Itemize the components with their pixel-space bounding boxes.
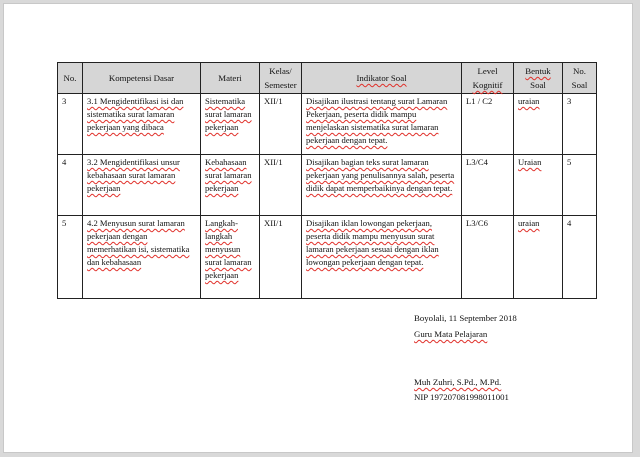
cell-bentuk: uraian [514, 216, 563, 299]
header-indikator-soal: Indikator Soal [302, 63, 462, 94]
cell-no: 5 [58, 216, 83, 299]
signature-place-date: Boyolali, 11 September 2018 [414, 313, 517, 323]
cell-level: L3/C6 [462, 216, 514, 299]
document-page [3, 3, 633, 453]
table-row [58, 155, 597, 216]
cell-bentuk: Uraian [514, 155, 563, 216]
header-bentuk-soal: Bentuk Soal [514, 63, 563, 94]
cell-bentuk: uraian [514, 94, 563, 155]
cell-kelas: XII/1 [260, 94, 302, 155]
header-kelas-semester: Kelas/ Semester [260, 63, 302, 94]
table-header-row [58, 63, 597, 94]
signature-nip: NIP 197207081998011001 [414, 392, 509, 402]
cell-no: 4 [58, 155, 83, 216]
cell-level: L3/C4 [462, 155, 514, 216]
kisi-kisi-table [57, 62, 597, 299]
cell-materi: Kebahasaan surat lamaran pekerjaan [201, 155, 260, 216]
cell-materi: Sistematika surat lamaran pekerjaan [201, 94, 260, 155]
cell-kelas: XII/1 [260, 155, 302, 216]
header-no-soal: No. Soal [563, 63, 597, 94]
table-row [58, 216, 597, 299]
cell-kelas: XII/1 [260, 216, 302, 299]
cell-no: 3 [58, 94, 83, 155]
cell-level: L1 / C2 [462, 94, 514, 155]
cell-nosoal: 5 [563, 155, 597, 216]
cell-nosoal: 4 [563, 216, 597, 299]
header-no: No. [58, 63, 83, 94]
cell-indikator: Disajikan iklan lowongan pekerjaan, peserta didik mampu menyusun surat lamaran pekerjaan sesuai dengan iklan lowongan pekerjaan dengan tepat. [302, 216, 462, 299]
cell-indikator: Disajikan bagian teks surat lamaran pekerjaan yang penulisannya salah, peserta didik dapat memperbaikinya dengan tepat. [302, 155, 462, 216]
cell-kompetensi-dasar: 4.2 Menyusun surat lamaran pekerjaan dengan memerhatikan isi, sistematika dan kebahasaan [83, 216, 201, 299]
signature-name: Muh Zuhri, S.Pd., M.Pd. [414, 377, 502, 387]
header-level-kognitif: Level Kognitif [462, 63, 514, 94]
cell-nosoal: 3 [563, 94, 597, 155]
cell-kompetensi-dasar: 3.1 Mengidentifikasi isi dan sistematika surat lamaran pekerjaan yang dibaca [83, 94, 201, 155]
cell-materi: Langkah-langkah menyusun surat lamaran pekerjaan [201, 216, 260, 299]
cell-kompetensi-dasar: 3.2 Mengidentifikasi unsur kebahasaan surat lamaran pekerjaan [83, 155, 201, 216]
cell-indikator: Disajikan ilustrasi tentang surat Lamaran Pekerjaan, peserta didik mampu menjelaskan sistematika surat lamaran pekerjaan dengan tepat. [302, 94, 462, 155]
header-kompetensi-dasar: Kompetensi Dasar [83, 63, 201, 94]
header-materi: Materi [201, 63, 260, 94]
table-row [58, 94, 597, 155]
signature-role: Guru Mata Pelajaran [414, 329, 488, 339]
